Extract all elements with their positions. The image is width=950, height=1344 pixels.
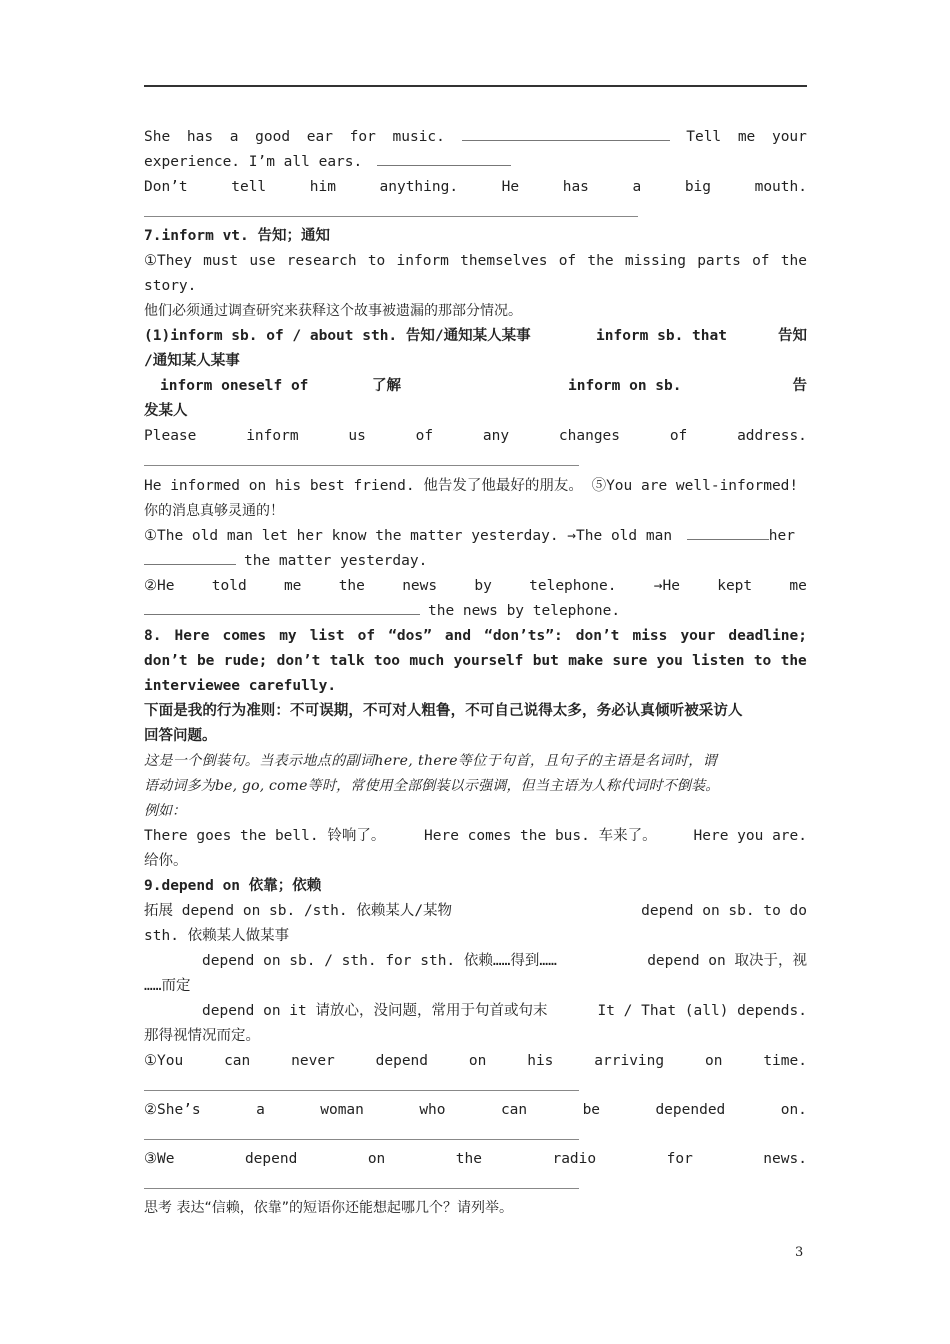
word: don’t [144, 653, 188, 669]
usage-text: It / That (all) depends. [597, 1003, 807, 1019]
word: sure [612, 653, 648, 669]
word: He [501, 179, 520, 195]
sentence-text: story. [144, 278, 197, 294]
word: him [309, 179, 336, 195]
depend-extension-line [144, 999, 807, 1024]
word: yourself [453, 653, 524, 669]
word: comes [222, 628, 267, 644]
answer-blank[interactable] [462, 126, 670, 141]
usage-text: (1)inform sb. of / about sth. 告知/通知某人某事 [144, 328, 531, 344]
usage-text: inform sb. that [596, 328, 727, 344]
word: must [203, 253, 239, 269]
translation-line [144, 299, 807, 324]
word: me [789, 578, 807, 594]
rewrite-exercise-1-cont [144, 549, 807, 574]
word: talk [329, 653, 365, 669]
usage-text: 拓展 depend on sb. /sth. 依赖某人/某物 [144, 903, 453, 919]
word: on [468, 1053, 487, 1069]
word: don’t [575, 628, 620, 644]
translation-text: 下面是我的行为准则：不可误期，不可对人粗鲁，不可自己说得太多，务必认真倾听被采访人 [144, 703, 743, 719]
usage-text: 发某人 [144, 403, 188, 419]
translation-line [144, 499, 807, 524]
depend-extension-line [144, 899, 807, 924]
depend-exercise-3 [144, 1147, 807, 1172]
word: Tell [686, 129, 722, 145]
answer-blank[interactable] [144, 600, 420, 615]
word: woman [320, 1102, 364, 1118]
word: kept [717, 578, 753, 594]
word: who [419, 1102, 446, 1118]
word: the [455, 1151, 482, 1167]
example-text: 给你。 [144, 853, 188, 869]
word: arriving [594, 1053, 665, 1069]
word: of [558, 253, 577, 269]
usage-text: inform oneself of [160, 378, 309, 394]
word: listen [692, 653, 745, 669]
word: big [684, 179, 712, 195]
ear-for-music-line [144, 125, 807, 150]
usage-line-3 [144, 374, 807, 399]
answer-line[interactable] [144, 465, 579, 466]
example-text: There goes the bell. 铃响了。 [144, 828, 386, 844]
inversion-examples-cont [144, 849, 807, 874]
usage-text: ……而定 [144, 978, 191, 994]
word: you [656, 653, 683, 669]
informed-on-line [144, 474, 807, 499]
think-question [144, 1196, 807, 1221]
word: too [373, 653, 401, 669]
word: never [291, 1053, 335, 1069]
note-text: 这是一个倒装句。当表示地点的副词here, there等位于句首，且句子的主语是名词时，谓 [144, 753, 718, 769]
word: tell [231, 179, 267, 195]
depend-extension-line [144, 949, 807, 974]
answer-blank[interactable] [687, 525, 769, 540]
rewrite-exercise-2 [144, 574, 807, 599]
sentence-text: He informed on his best friend. 他告发了他最好的朋友。 ⑤You are well-informed! [144, 478, 799, 494]
grammar-note [144, 749, 807, 774]
word: news [402, 578, 438, 594]
word: “don’ts”: [484, 628, 563, 644]
word: me [737, 129, 756, 145]
word: the [780, 253, 807, 269]
translation-text: 你的消息真够灵通的！ [144, 503, 284, 519]
word: time. [763, 1053, 807, 1069]
word: has [562, 179, 589, 195]
usage-text: depend on sb. / sth. for sth. 依赖……得到…… [202, 953, 557, 969]
word: be [582, 1102, 601, 1118]
usage-text: depend on sb. to do [641, 903, 807, 919]
page-number: 3 [795, 1245, 804, 1260]
word: ③We [144, 1151, 175, 1167]
answer-line[interactable] [144, 1139, 579, 1140]
word: miss [632, 628, 668, 644]
sentence-text: the news by telephone. [428, 603, 621, 619]
word: address. [737, 428, 807, 444]
section-8-heading-cont [144, 649, 807, 674]
word: told [211, 578, 247, 594]
word: your [680, 628, 716, 644]
usage-text: /通知某人某事 [144, 353, 240, 369]
inform-us-line [144, 424, 807, 449]
word: news. [763, 1151, 807, 1167]
word: ①You [144, 1053, 184, 1069]
word: but [532, 653, 559, 669]
word: a [632, 179, 642, 195]
word: much [409, 653, 445, 669]
rewrite-exercise-2-cont [144, 599, 807, 624]
usage-text: 告知 [778, 328, 807, 344]
word: on [704, 1053, 723, 1069]
word: use [249, 253, 276, 269]
word: Please [144, 428, 197, 444]
word: mouth. [754, 179, 807, 195]
word: →He [653, 578, 680, 594]
usage-text: depend on it 请放心，没问题，常用于句首或句末 [202, 1003, 548, 1019]
word: for [349, 129, 376, 145]
example-text: Here you are. [693, 828, 807, 844]
section-8-heading [144, 624, 807, 649]
word: don’t [276, 653, 321, 669]
word: a [229, 129, 239, 145]
grammar-note [144, 774, 807, 799]
word: be [196, 653, 215, 669]
note-text: 例如： [144, 803, 186, 819]
word: “dos” [388, 628, 432, 644]
word: ②She’s [144, 1102, 201, 1118]
word: of [357, 628, 376, 644]
grammar-note [144, 799, 807, 824]
sentence-text: the matter yesterday. [244, 553, 428, 569]
word: depend [244, 1151, 298, 1167]
word: can [500, 1102, 528, 1118]
section-7-heading [144, 224, 807, 249]
rewrite-exercise-1 [144, 524, 807, 549]
all-ears-line [144, 150, 807, 175]
section-8-heading-end [144, 674, 807, 699]
usage-text: depend on 取决于，视 [647, 953, 807, 969]
usage-text: sth. 依赖某人做某事 [144, 928, 290, 944]
word: changes [558, 428, 621, 444]
word: to [367, 253, 386, 269]
word: his [527, 1053, 554, 1069]
word: the [587, 253, 614, 269]
text-line [144, 274, 807, 299]
depend-exercise-1 [144, 1049, 807, 1074]
word: on [367, 1151, 386, 1167]
usage-line-1 [144, 324, 807, 349]
word: make [568, 653, 604, 669]
word: radio [552, 1151, 597, 1167]
word: a [256, 1102, 265, 1118]
sentence-text: experience. I’m all ears. [144, 154, 363, 170]
usage-text: inform on sb. [568, 378, 682, 394]
word: us [348, 428, 366, 444]
heading-text: 7.inform vt. 告知；通知 [144, 228, 330, 244]
question-text: 思考 表达“信赖，依靠”的短语你还能想起哪几个？请列举。 [144, 1200, 513, 1216]
word: ②He [144, 578, 175, 594]
answer-line[interactable] [144, 1188, 579, 1189]
usage-text: 了解 [372, 378, 401, 394]
word: good [255, 129, 291, 145]
heading-text: interviewee carefully. [144, 678, 337, 694]
word: themselves [460, 253, 548, 269]
inform-example-line [144, 249, 807, 274]
word: for [666, 1151, 693, 1167]
word: missing [624, 253, 686, 269]
usage-text: 那得视情况而定。 [144, 1028, 260, 1044]
top-rule [144, 85, 807, 87]
word: inform [246, 428, 299, 444]
answer-blank[interactable] [377, 151, 511, 166]
word: can [224, 1053, 251, 1069]
usage-line-4 [144, 399, 807, 424]
word: the [780, 653, 807, 669]
section-8-translation-cont [144, 724, 807, 749]
inversion-examples [144, 824, 807, 849]
answer-blank[interactable] [144, 550, 236, 565]
note-text: 语动词多为be, go, come等时，常使用全部倒装以示强调，但当主语为人称代词时不倒装。 [144, 778, 720, 794]
word: rude; [223, 653, 268, 669]
section-9-heading [144, 874, 807, 899]
heading-text: 9.depend on 依靠；依赖 [144, 878, 322, 894]
word: depended [655, 1102, 726, 1118]
word: music. [392, 129, 445, 145]
word: inform [396, 253, 449, 269]
example-text: Here comes the bus. 车来了。 [424, 828, 657, 844]
word: has [186, 129, 214, 145]
word: research [286, 253, 357, 269]
word: your [771, 129, 807, 145]
word: depend [375, 1053, 429, 1069]
depend-extension-line [144, 924, 807, 949]
word: parts [697, 253, 741, 269]
answer-line[interactable] [144, 216, 638, 217]
word: to [753, 653, 772, 669]
word: She [144, 129, 171, 145]
depend-exercise-2 [144, 1098, 807, 1123]
depend-extension-line [144, 974, 807, 999]
word: ①They [144, 253, 192, 269]
word: my [279, 628, 297, 644]
word: by [474, 578, 492, 594]
word: of [752, 253, 770, 269]
word: anything. [379, 179, 459, 195]
word: list [309, 628, 345, 644]
word: Don’t [144, 179, 188, 195]
big-mouth-line [144, 175, 807, 200]
word: Here [174, 628, 210, 644]
usage-text: 告 [792, 378, 807, 394]
translation-text: 他们必须通过调查研究来获释这个故事被遗漏的那部分情况。 [144, 303, 522, 319]
word: on. [780, 1102, 807, 1118]
answer-line[interactable] [144, 1090, 579, 1091]
word: deadline; [728, 628, 807, 644]
word: ear [306, 129, 333, 145]
section-8-translation [144, 699, 807, 724]
translation-text: 回答问题。 [144, 728, 217, 744]
word: any [482, 428, 510, 444]
word: of [669, 428, 688, 444]
word: 8. [144, 628, 162, 644]
word: telephone. [529, 578, 617, 594]
usage-line-2 [144, 349, 807, 374]
word: the [338, 578, 365, 594]
sentence-text: her [768, 528, 795, 544]
depend-extension-line [144, 1024, 807, 1049]
sentence-text: ①The old man let her know the matter yesterday. →The old man [144, 528, 673, 544]
word: me [283, 578, 302, 594]
word: of [415, 428, 434, 444]
word: and [444, 628, 472, 644]
